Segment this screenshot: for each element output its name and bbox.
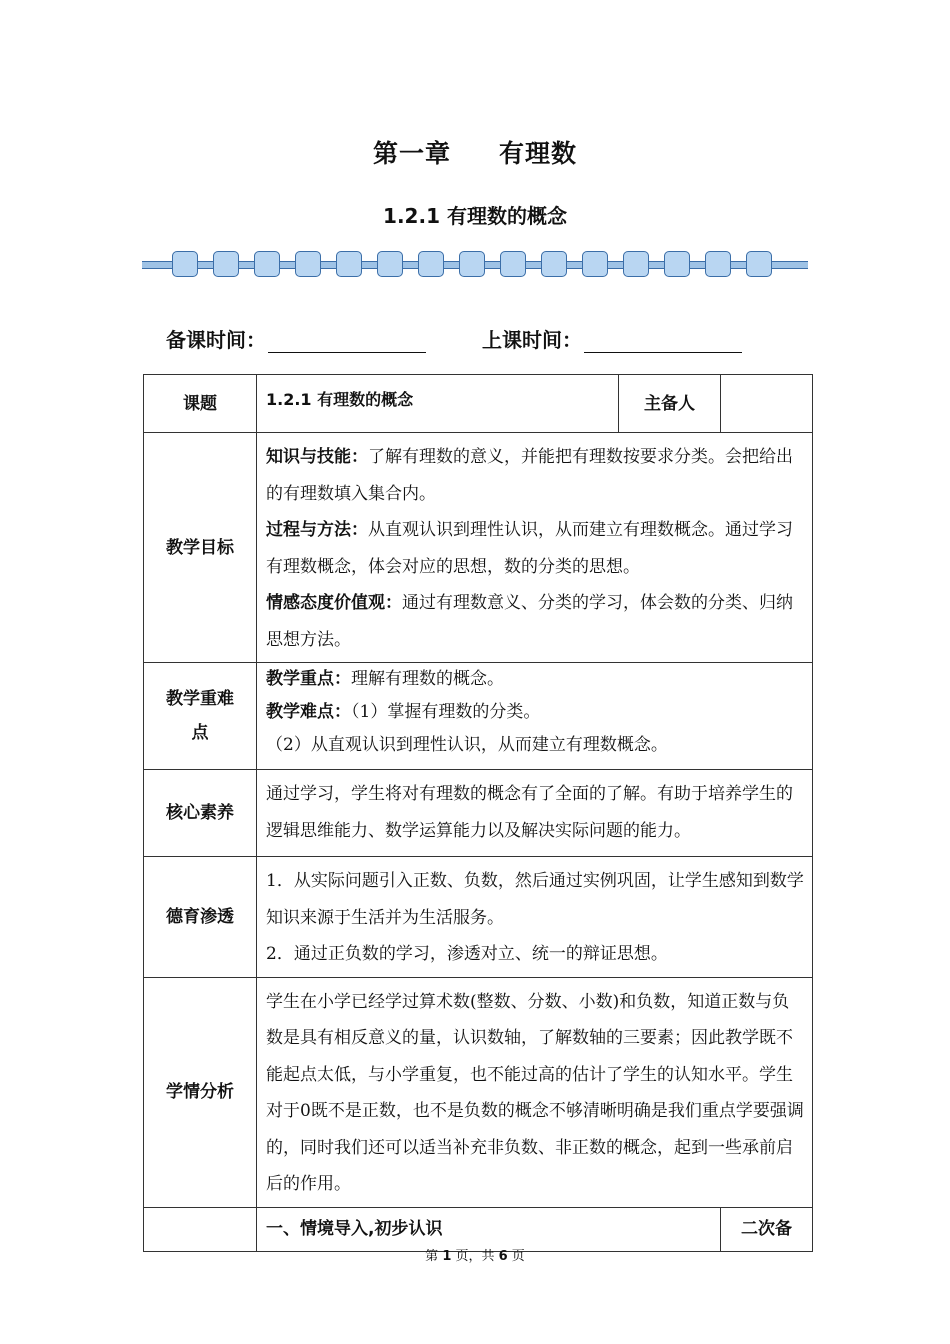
goals-label: 教学目标 <box>144 433 257 663</box>
prep-time-label: 备课时间： <box>166 328 266 352</box>
core-text: 通过学习，学生将对有理数的概念有了全面的了解。有助于培养学生的逻辑思维能力、数学运算能力以及解决实际问题的能力。 <box>257 770 813 857</box>
key-text: 理解有理数的概念。 <box>351 669 504 689</box>
chain-link <box>500 251 526 277</box>
key-label: 教学重点： <box>266 669 351 689</box>
secondary-prep-label: 二次备 <box>721 1207 813 1251</box>
process-label: 过程与方法： <box>266 520 368 540</box>
chain-link <box>336 251 362 277</box>
key-points-content <box>257 663 813 770</box>
goals-content <box>257 433 813 663</box>
process-step-title: 一、情境导入,初步认识 <box>257 1207 721 1251</box>
chain-link <box>172 251 198 277</box>
topic-label: 课题 <box>144 375 257 433</box>
difficulty-text-2: （2）从直观认识到理性认识，从而建立有理数概念。 <box>266 735 668 755</box>
prep-time-blank[interactable] <box>268 330 426 353</box>
process-text: 从直观认识到理性认识，从而建立有理数概念。通过学习有理数概念，体会对应的思想，数的分类的思想。 <box>266 520 793 577</box>
section-title: 1.2.1 有理数的概念 <box>383 204 567 228</box>
author-label: 主备人 <box>619 375 721 433</box>
page-total: 6 <box>498 1249 508 1264</box>
lesson-plan-table <box>143 374 813 1252</box>
knowledge-label: 知识与技能： <box>266 447 368 467</box>
moral-item-1: 1．从实际问题引入正数、负数，然后通过实例巩固，让学生感知到数学知识来源于生活并为生活服务。 <box>266 871 804 928</box>
knowledge-text: 了解有理数的意义，并能把有理数按要求分类。会把给出的有理数填入集合内。 <box>266 447 793 504</box>
key-points-label: 教学重难点 <box>144 663 257 770</box>
moral-content <box>257 857 813 978</box>
chapter-number: 第一章 <box>372 139 451 168</box>
row-moral <box>144 857 813 978</box>
footer-middle: 页，共 <box>451 1249 499 1264</box>
page-footer <box>0 1245 950 1264</box>
analysis-text: 学生在小学已经学过算术数(整数、分数、小数)和负数，知道正数与负数是具有相反意义的量，认识数轴，了解数轴的三要素；因此教学既不能起点太低，与小学重复，也不能过高的估计了学生的认知水平。学生对于0既不是正数，也不是负数的概念不够清晰明确是我们重点学要强调的，同时我们还可以适当补充非负数、非正数的概念，起到一些承前启后的作用。 <box>257 977 813 1207</box>
emotion-label: 情感态度价值观： <box>266 593 402 613</box>
chapter-name: 有理数 <box>499 139 578 168</box>
row-topic <box>144 375 813 433</box>
class-time-label: 上课时间： <box>482 328 582 352</box>
core-label: 核心素养 <box>144 770 257 857</box>
author-value[interactable] <box>721 375 813 433</box>
schedule-line <box>166 324 742 353</box>
moral-label: 德育渗透 <box>144 857 257 978</box>
moral-item-2: 2．通过正负数的学习，渗透对立、统一的辩证思想。 <box>266 944 668 964</box>
decorative-chain-divider <box>142 248 808 280</box>
emotion-text: 通过有理数意义、分类的学习，体会数的分类、归纳思想方法。 <box>266 593 793 650</box>
chain-link <box>459 251 485 277</box>
chain-link <box>664 251 690 277</box>
difficulty-text-1: （1）掌握有理数的分类。 <box>351 702 541 722</box>
chain-link <box>377 251 403 277</box>
chain-link <box>418 251 444 277</box>
footer-prefix: 第 <box>425 1249 443 1264</box>
chain-link <box>582 251 608 277</box>
footer-suffix: 页 <box>507 1249 525 1264</box>
chain-link <box>254 251 280 277</box>
row-core-literacy <box>144 770 813 857</box>
class-time-blank[interactable] <box>584 330 742 353</box>
row-goals <box>144 433 813 663</box>
chain-link <box>705 251 731 277</box>
chain-link <box>295 251 321 277</box>
row-analysis <box>144 977 813 1207</box>
page-number: 1 <box>442 1249 452 1264</box>
chain-link <box>746 251 772 277</box>
topic-value: 1.2.1 有理数的概念 <box>257 375 619 433</box>
difficulty-label: 教学难点： <box>266 702 351 722</box>
analysis-label: 学情分析 <box>144 977 257 1207</box>
chain-link <box>213 251 239 277</box>
chain-link <box>623 251 649 277</box>
chapter-title <box>0 134 950 170</box>
row-key-points <box>144 663 813 770</box>
chain-link <box>541 251 567 277</box>
